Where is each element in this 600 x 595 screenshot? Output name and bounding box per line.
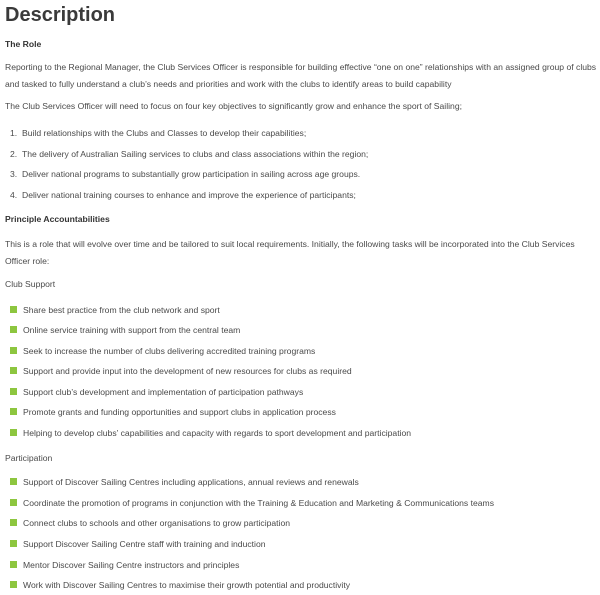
participation-heading: Participation [5,453,53,463]
club-support-heading: Club Support [5,279,56,289]
list-item: Coordinate the promotion of programs in conjunction with the Training & Education and Marketing & Communications teams [10,495,494,512]
list-item: 2. The delivery of Australian Sailing services to clubs and class associations within the region; [10,149,369,159]
role-heading: The Role [5,39,42,49]
list-item: Mentor Discover Sailing Centre instructors and principles [10,557,239,574]
accountabilities-heading: Principle Accountabilities [5,214,110,224]
square-bullet-icon [10,388,17,395]
list-item: Support Discover Sailing Centre staff with training and induction [10,536,266,553]
square-bullet-icon [10,478,17,485]
square-bullet-icon [10,519,17,526]
list-item: Work with Discover Sailing Centres to maximise their growth potential and productivity [10,577,350,594]
square-bullet-icon [10,499,17,506]
list-item: Promote grants and funding opportunities and support clubs in application process [10,404,336,421]
square-bullet-icon [10,540,17,547]
list-item: Support of Discover Sailing Centres including applications, annual reviews and renewals [10,474,359,491]
list-item: Online service training with support from the central team [10,322,240,339]
square-bullet-icon [10,429,17,436]
list-item: Share best practice from the club network and sport [10,302,220,319]
list-item: 1. Build relationships with the Clubs and Classes to develop their capabilities; [10,128,307,138]
list-item: 3. Deliver national programs to substantially grow participation in sailing across age groups. [10,169,361,179]
square-bullet-icon [10,347,17,354]
role-paragraph: Reporting to the Regional Manager, the Club Services Officer is responsible for building effective “one on one” relationships with an assigned group of clubs and tasked to fully understand a club’s needs and priorities and work with the clubs to identify areas to build capability [5,62,597,89]
list-item: 4. Deliver national training courses to enhance and improve the experience of participants; [10,190,356,200]
square-bullet-icon [10,561,17,568]
list-item: Connect clubs to schools and other organisations to grow participation [10,515,290,532]
square-bullet-icon [10,326,17,333]
list-item: Support club’s development and implementation of participation pathways [10,384,303,401]
list-item: Support and provide input into the development of new resources for clubs as required [10,363,352,380]
square-bullet-icon [10,581,17,588]
list-item: Helping to develop clubs’ capabilities and capacity with regards to sport development and participation [10,425,411,442]
page-title: Description [5,4,116,26]
objectives-intro: The Club Services Officer will need to focus on four key objectives to significantly grow and enhance the sport of Sailing; [5,101,462,111]
square-bullet-icon [10,306,17,313]
list-item: Seek to increase the number of clubs delivering accredited training programs [10,343,315,360]
accountabilities-intro: This is a role that will evolve over time and be tailored to suit local requirements. Initially, the following tasks will be incorporated into the Club Services Officer role: [5,239,575,266]
square-bullet-icon [10,367,17,374]
square-bullet-icon [10,408,17,415]
